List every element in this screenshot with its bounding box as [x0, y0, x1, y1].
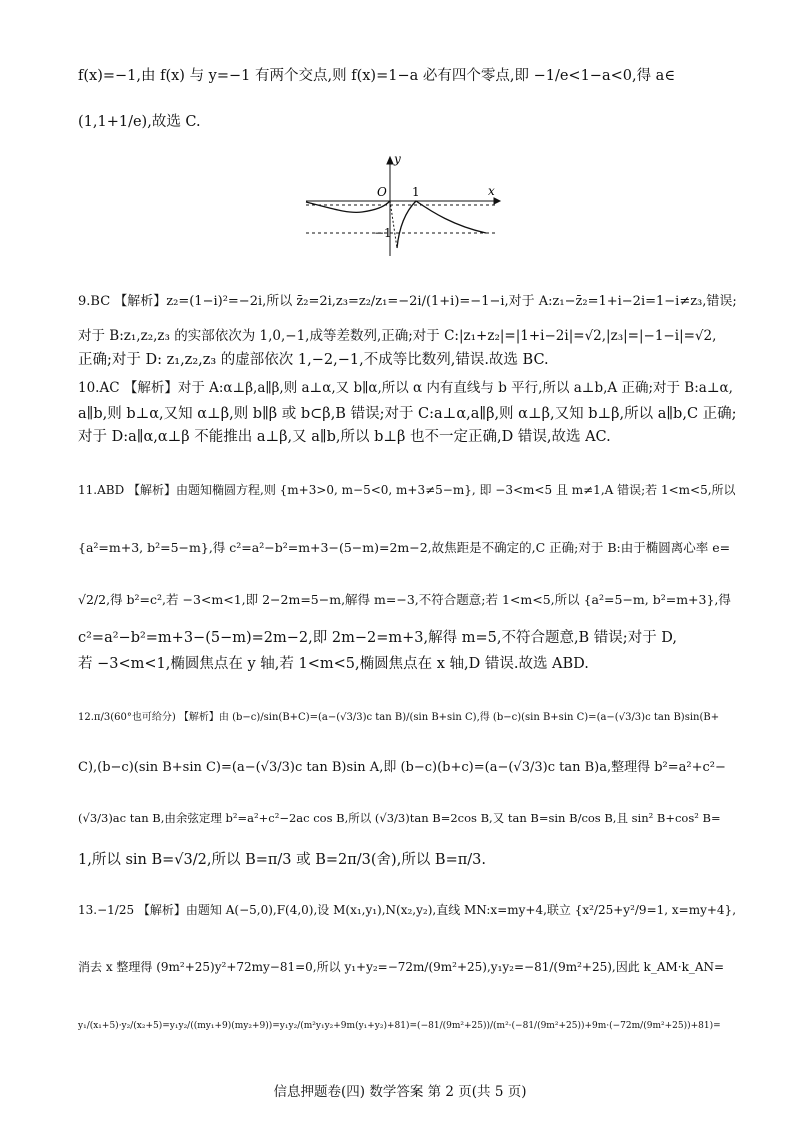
- q13-line-1: 13.−1/25 【解析】由题知 A(−5,0),F(4,0),设 M(x₁,y₁),N(x₂,y₂),直线 MN:x=my+4,联立 {x²/25+y²/9=1, x=my+4},: [78, 903, 737, 917]
- q12-line-4: 1,所以 sin B=√3/2,所以 B=π/3 或 B=2π/3(舍),所以 B=π/3.: [78, 852, 486, 868]
- q13-line-2: 消去 x 整理得 (9m²+25)y²+72my−81=0,所以 y₁+y₂=−72m/(9m²+25),y₁y₂=−81/(9m²+25),因此 k_AM·k_AN=: [78, 960, 725, 974]
- q11-line-3: √2/2,得 b²=c²,若 −3<m<1,即 2−2m=5−m,解得 m=−3,不符合题意;若 1<m<5,所以 {a²=5−m, b²=m+3},得: [78, 592, 731, 607]
- q11-line-2: {a²=m+3, b²=5−m},得 c²=a²−b²=m+3−(5−m)=2m−2,故焦距是不确定的,C 正确;对于 B:由于椭圆离心率 e=: [78, 540, 731, 555]
- q13-line-3: y₁/(x₁+5)·y₂/(x₂+5)=y₁y₂/((my₁+9)(my₂+9))=y₁y₂/(m²y₁y₂+9m(y₁+y₂)+81)=(−81/(9m²+25))/(m²·(−81/(9m²+25))+9m·(−72m/(9m²+25))+81)=: [78, 1021, 721, 1031]
- q10-line-1: 10.AC 【解析】对于 A:α⊥β,a∥β,则 a⊥α,又 b∥α,所以 α 内有直线与 b 平行,所以 a⊥b,A 正确;对于 B:a⊥α,: [78, 380, 733, 396]
- q11-line-4: c²=a²−b²=m+3−(5−m)=2m−2,即 2m−2=m+3,解得 m=5,不符合题意,B 错误;对于 D,: [78, 630, 678, 646]
- origin-label: O: [377, 185, 387, 199]
- q10-line-2: a∥b,则 b⊥α,又知 α⊥β,则 b∥β 或 b⊂β,B 错误;对于 C:a⊥α,a∥β,则 α⊥β,又知 b⊥β,所以 a∥b,C 正确;: [78, 406, 737, 422]
- q9-line-1: 9.BC 【解析】z₂=(1−i)²=−2i,所以 z̄₂=2i,z₃=z₂/z₁=−2i/(1+i)=−1−i,对于 A:z₁−z̄₂=1+i−2i=1−i≠z₃,错误;: [78, 294, 737, 309]
- page-footer: 信息押题卷(四) 数学答案 第 2 页(共 5 页): [273, 1084, 527, 1100]
- tick-label-neg1: −1: [374, 226, 392, 240]
- q10-line-3: 对于 D:a∥α,α⊥β 不能推出 a⊥β,又 a∥b,所以 b⊥β 也不一定正确,D 错误,故选 AC.: [78, 429, 611, 445]
- text-line-2: (1,1+1/e),故选 C.: [78, 114, 201, 130]
- x-axis-label: x: [488, 184, 495, 198]
- q12-line-3: (√3/3)ac tan B,由余弦定理 b²=a²+c²−2ac cos B,所以 (√3/3)tan B=2cos B,又 tan B=sin B/cos B,且 sin² B+cos² B=: [78, 811, 721, 825]
- q12-line-2: C),(b−c)(sin B+sin C)=(a−(√3/3)c tan B)sin A,即 (b−c)(b+c)=(a−(√3/3)c tan B)a,整理得 b²=a²+c²−: [78, 760, 726, 775]
- text-line-1: f(x)=−1,由 f(x) 与 y=−1 有两个交点,则 f(x)=1−a 必有四个零点,即 −1/e<1−a<0,得 a∈: [78, 68, 676, 84]
- q11-line-1: 11.ABD 【解析】由题知椭圆方程,则 {m+3>0, m−5<0, m+3≠5−m}, 即 −3<m<5 且 m≠1,A 错误;若 1<m<5,所以: [78, 483, 736, 497]
- q11-line-5: 若 −3<m<1,椭圆焦点在 y 轴,若 1<m<5,椭圆焦点在 x 轴,D 错误.故选 ABD.: [78, 656, 589, 672]
- q9-line-2: 对于 B:z₁,z₂,z₃ 的实部依次为 1,0,−1,成等差数列,正确;对于 C:|z₁+z₂|=|1+i−2i|=√2,|z₃|=|−1−i|=√2,: [78, 328, 717, 344]
- q12-line-1: 12.π/3(60°也可给分) 【解析】由 (b−c)/sin(B+C)=(a−(√3/3)c tan B)/(sin B+sin C),得 (b−c)(sin B+sin C)=(a−(√3/3)c tan B)sin(B+: [78, 712, 720, 723]
- q9-line-3: 正确;对于 D: z₁,z₂,z₃ 的虚部依次 1,−2,−1,不成等比数列,错误.故选 BC.: [78, 352, 549, 368]
- y-axis-label: y: [394, 152, 401, 166]
- tick-label-1: 1: [412, 185, 420, 199]
